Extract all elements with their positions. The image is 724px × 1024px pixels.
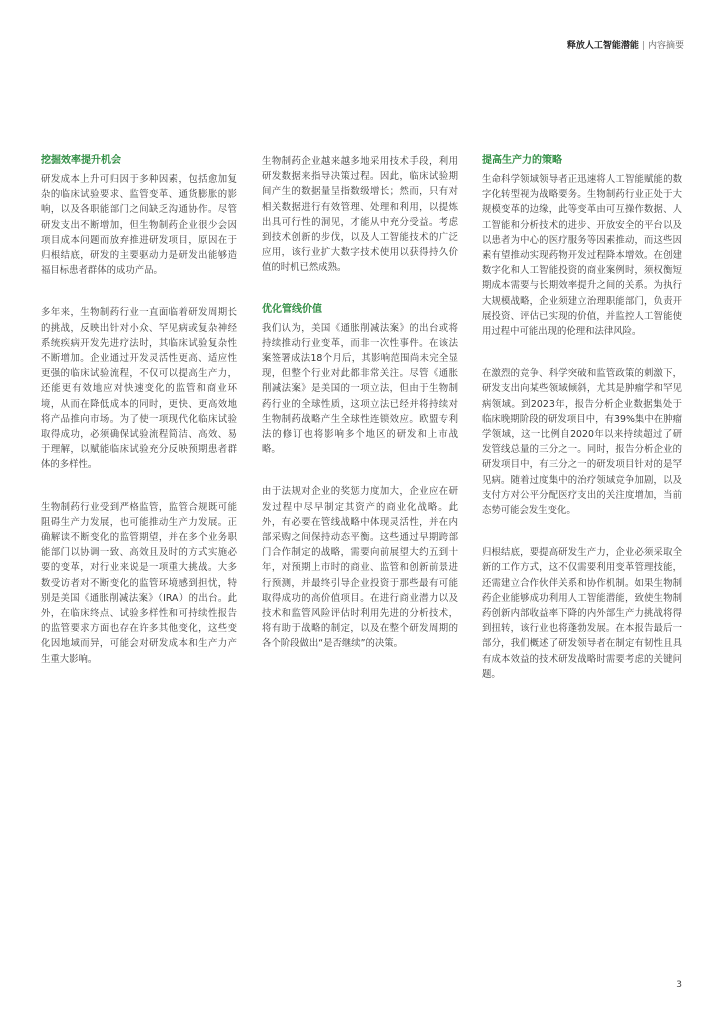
header-separator: | [641,41,645,51]
paragraph: 由于法规对企业的奖惩力度加大，企业应在研发过程中尽早制定其资产的商业化战略。此外，有必要在管线战略中体现灵活性，并在内部采购之间保持动态平衡。这些通过早期跨部门合作制定的战略，需要向前展望大约五到十年，对预期上市时的商业、监管和创新前景进行预测，并最终引导企业投资于那些最有可能取得成功的高价值项目。在进行商业潜力以及技术和监管风险评估时利用先进的分析技术，将有助于战略的制定，以及在整个研发周期的各个阶段做出“是否继续”的决策。 [262,486,458,650]
text-column-3 [482,154,682,709]
paragraph: 归根结底，要提高研发生产力，企业必须采取全新的工作方式，这不仅需要利用变革管理技能，还需建立合作伙伴关系和协作机制。如果生物制药企业能够成功利用人工智能潜能，致使生物制药创新内部收益率下降的内外部生产力挑战将得到扭转，该行业也将蓬勃发展。在本报告最后一部分，我们概述了研发领导者在制定有韧性且具有成本效益的技术研发战略时需要考虑的关键问题。 [482,547,682,680]
paragraph: 在激烈的竞争、科学突破和监管政策的刺激下，研发支出向某些领域倾斜，尤其是肿瘤学和罕见病领域。到2023年，报告分析企业数据集处于临床晚期阶段的研发项目中，有39%集中在肿瘤学领域，这一比例自2020年以来持续超过了研发管线总量的三分之一。同时，报告分析企业的研发项目中，有三分之一的研发项目针对的是罕见病。随着过度集中的治疗领域竞争加剧，以及支付方对公平分配医疗支出的关注度增加，当前态势可能会发生变化。 [482,368,682,517]
text-column-2 [262,154,458,679]
running-header [567,38,684,51]
page-number: 3 [676,980,682,990]
paragraph: 我们认为，美国《通胀削减法案》的出台或将持续推动行业变革，而非一次性事件。在该法案签署成法18个月后，其影响范围尚未完全显现，但整个行业对此都非常关注。尽管《通胀削减法案》是美国的一项立法，但由于生物制药行业的全球性质，这项立法已经并将持续对生物制药战略产生全球性连锁效应。欧盟专利法的修订也将影响多个地区的研发和上市战略。 [262,322,458,456]
paragraph: 研发成本上升可归因于多种因素，包括愈加复杂的临床试验要求、监管变革、通货膨胀的影响，以及各职能部门之间缺乏沟通协作。尽管研发支出不断增加，但生物制药企业很少会因项目成本问题而放弃推进研发项目，原因在于归根结底，研发的主要驱动力是研发出能够造福目标患者群体的成功产品。 [41,174,237,277]
text-column-1 [41,154,237,694]
section-name: 内容摘要 [647,41,684,51]
paragraph: 生命科学领域领导者正迅速将人工智能赋能的数字化转型视为战略要务。生物制药行业正处于大规模变革的边缘，此等变革由可互操作数据、人工智能和分析技术的进步、开放安全的平台以及以患者为中心的医疗服务等因素推动，而这些因素有望推动实现药物开发过程降本增效。在创建数字化和人工智能投资的商业案例时，须权衡短期成本需要与长期效率提升之间的关系。为执行大规模战略，企业须建立治理职能部门，负责开展投资、评估已实现的价值，并监控人工智能使用过程中可能出现的伦理和法律风险。 [482,174,682,338]
paragraph: 生物制药行业受到严格监管，监管合规既可能阻碍生产力发展，也可能推动生产力发展。正确解读不断变化的监管期望，并在多个业务职能部门以协调一致、高效且及时的方式实施必要的变革，对行业来说是一项重大挑战。大多数受访者对不断变化的监管环境感到担忧，特别是美国《通胀削减法案》（IRA）的出台。此外，在临床终点、试验多样性和可持续性报告的监管要求方面也存在许多其他变化，这些变化因地域而异，可能会对研发成本和生产力产生重大影响。 [41,501,237,665]
report-title: 释放人工智能潜能 [566,41,639,51]
paragraph: 生物制药企业越来越多地采用技术手段，利用研发数据来指导决策过程。因此，临床试验期间产生的数据量呈指数级增长；然而，只有对相关数据进行有效管理、处理和利用，以提炼出具可行性的洞见，才能从中充分受益。考虑到技术创新的步伐，以及人工智能技术的广泛应用，该行业扩大数字技术使用以获得持久价值的时机已然成熟。 [262,156,458,274]
heading-pipeline-value: 优化管线价值 [262,303,322,315]
heading-productivity-strategy: 提高生产力的策略 [482,155,562,166]
paragraph: 多年来，生物制药行业一直面临着研发周期长的挑战，反映出针对小众、罕见病或复杂神经系统疾病开发先进疗法时，其临床试验复杂性不断增加。企业通过开发灵活性更高、适应性更强的临床试验流程，不仅可以提高生产力，还能更有效地应对快速变化的监管和商业环境，从而在降低成本的同时，更快、更高效地将产品推向市场。为了使一项现代化临床试验取得成功，必须确保试验流程简洁、高效、易于理解，以赋能临床试验充分反映预期患者群体的多样性。 [41,307,237,471]
heading-efficiency: 挖掘效率提升机会 [41,155,121,166]
